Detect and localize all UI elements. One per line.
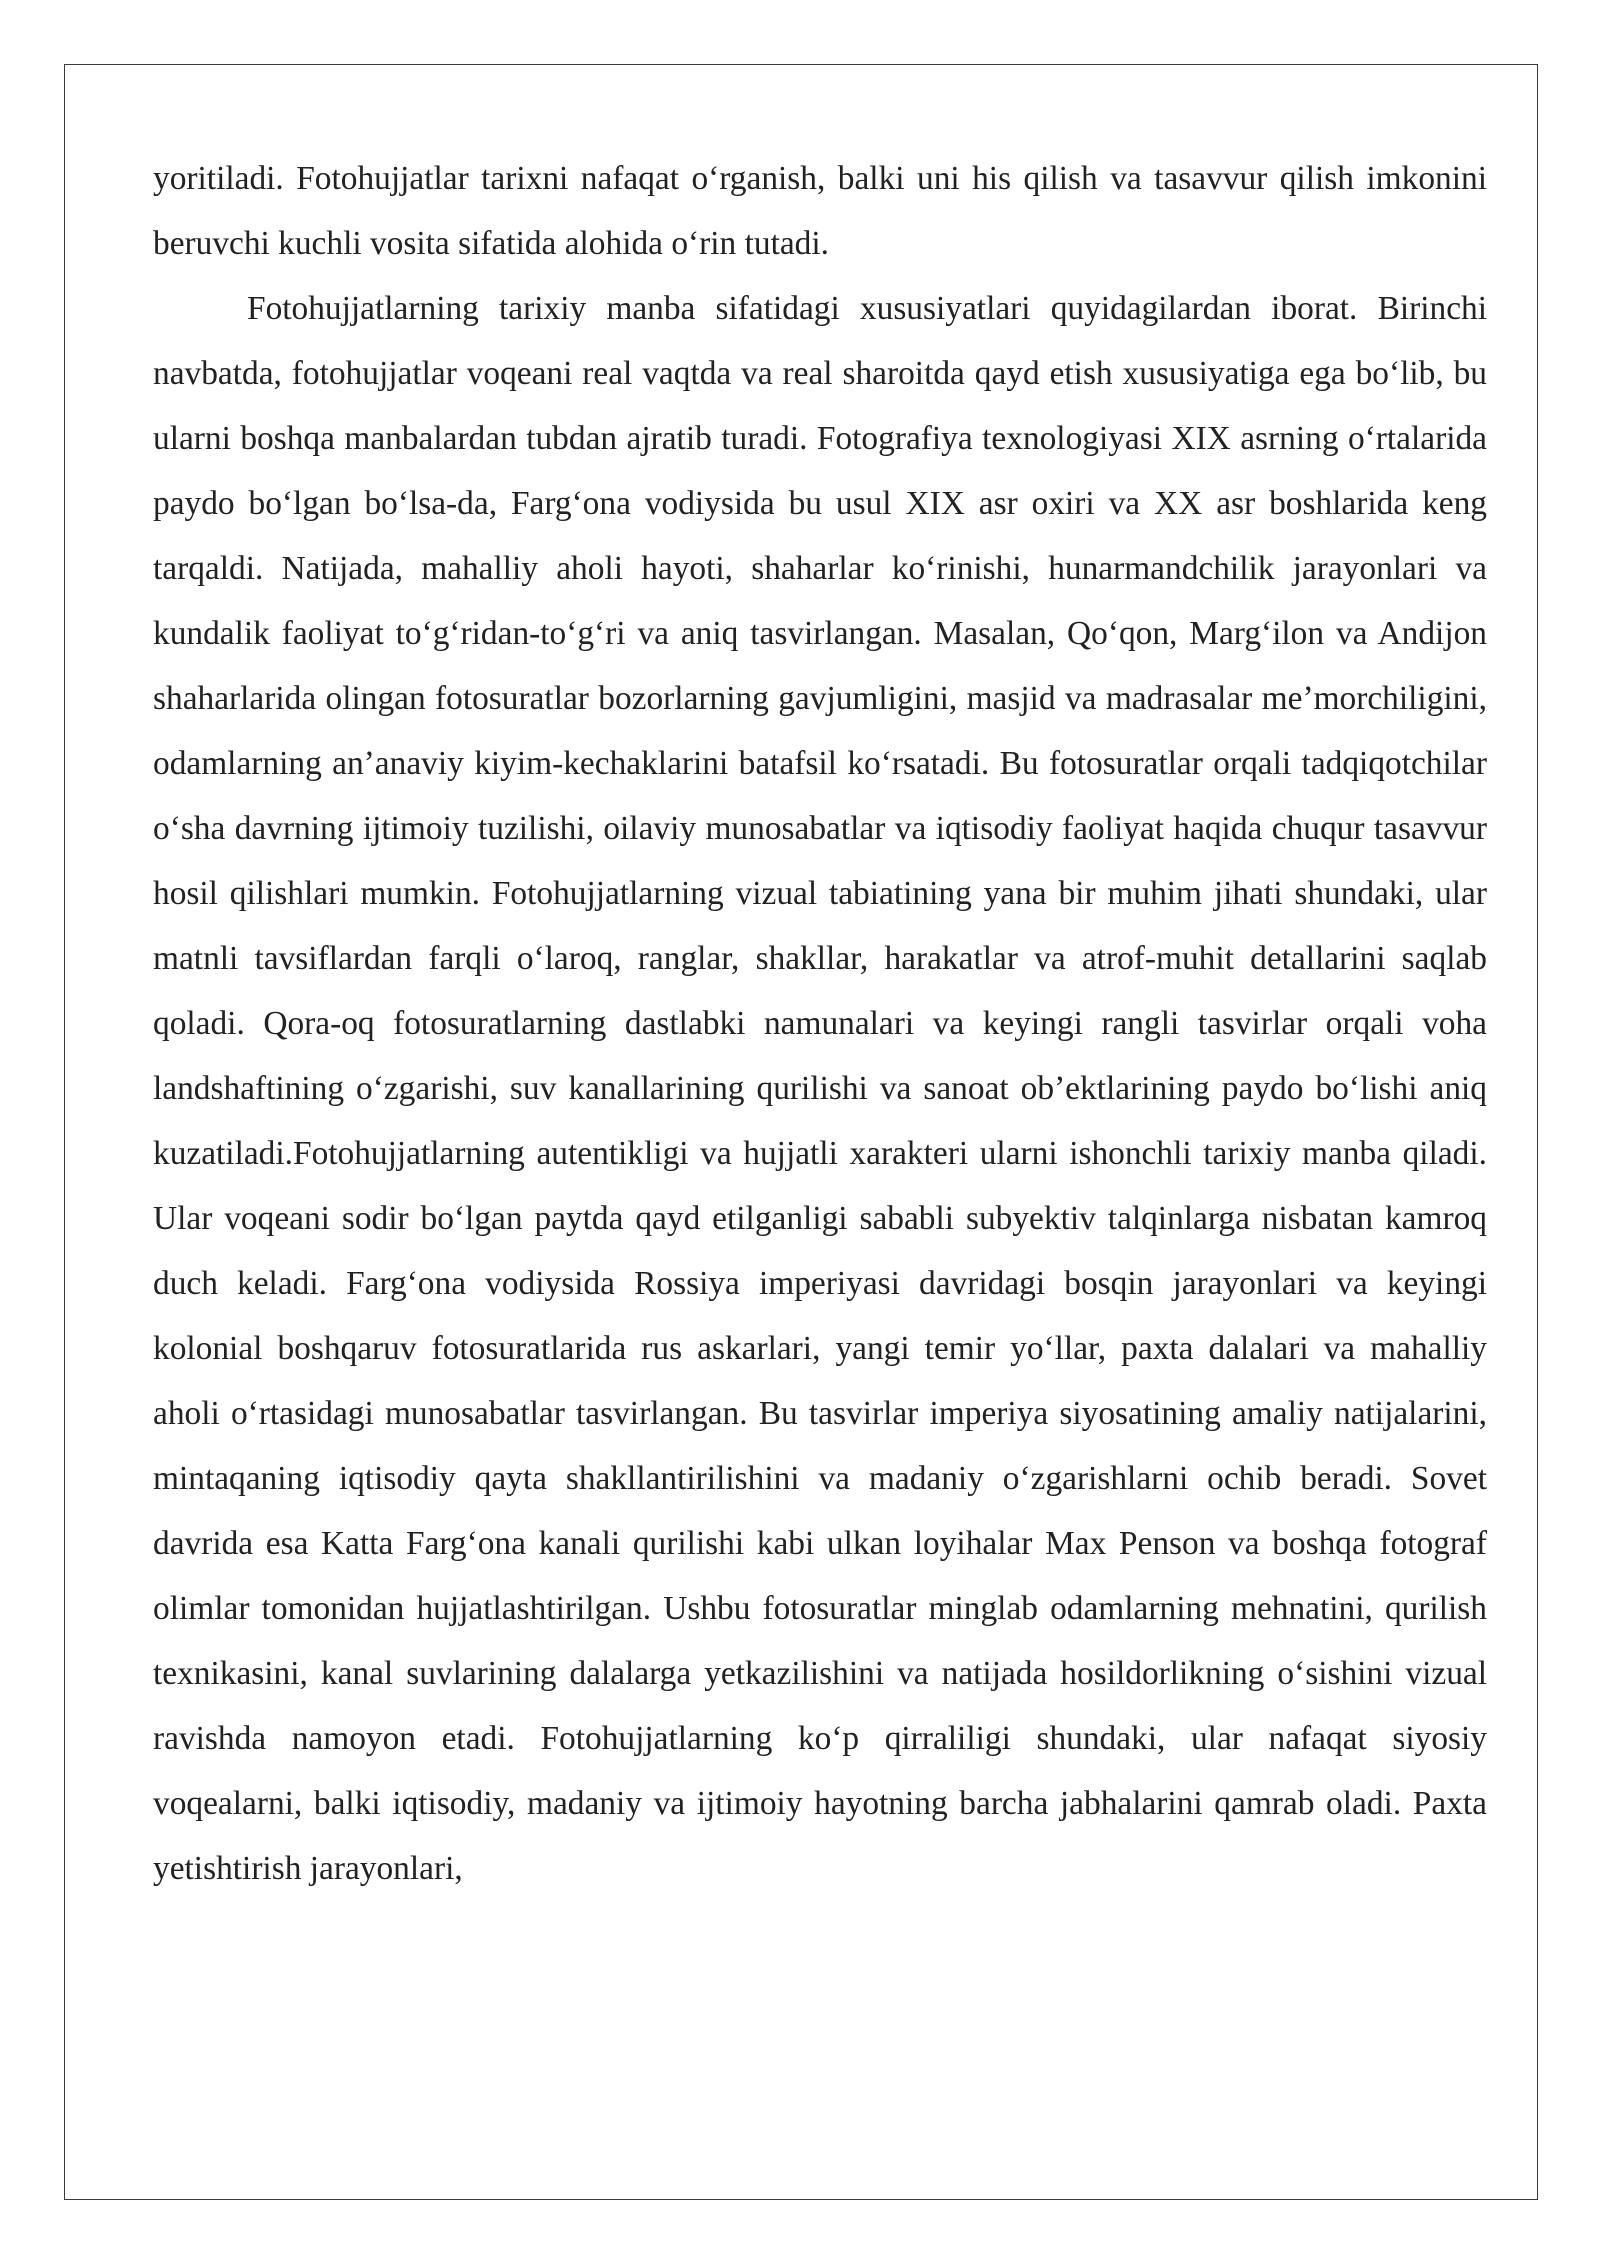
paragraph-continuation: yoritiladi. Fotohujjatlar tarixni nafaqat oʻrganish, balki uni his qilish va tasavvur qilish imkonini beruvchi kuchli vosita sifatida alohida oʻrin tutadi. — [153, 160, 1487, 262]
paragraph-main: Fotohujjatlarning tarixiy manba sifatidagi xususiyatlari quyidagilardan iborat. Birinchi navbatda, fotohujjatlar voqeani real vaqtda va real sharoitda qayd etish xususiyatiga ega boʻlib, bu ularni boshqa manbalardan tubdan ajratib turadi. Fotografiya texnologiyasi XIX asrning oʻrtalarida paydo boʻlgan boʻlsa-da, Fargʻona vodiysida bu usul XIX asr oxiri va XX asr boshlarida keng tarqaldi. Natijada, mahalliy aholi hayoti, shaharlar koʻrinishi, hunarmandchilik jarayonlari va kundalik faoliyat toʻgʻridan-toʻgʻri va aniq tasvirlangan. Masalan, Qoʻqon, Margʻilon va Andijon shaharlarida olingan fotosuratlar bozorlarning gavjumligini, masjid va madrasalar meʼmorchiligini, odamlarning anʼanaviy kiyim-kechaklarini batafsil koʻrsatadi. Bu fotosuratlar orqali tadqiqotchilar oʻsha davrning ijtimoiy tuzilishi, oilaviy munosabatlar va iqtisodiy faoliyat haqida chuqur tasavvur hosil qilishlari mumkin. Fotohujjatlarning vizual tabiatining yana bir muhim jihati shundaki, ular matnli tavsiflardan farqli oʻlaroq, ranglar, shakllar, harakatlar va atrof-muhit detallarini saqlab qoladi. Qora-oq fotosuratlarning dastlabki namunalari va keyingi rangli tasvirlar orqali voha landshaftining oʻzgarishi, suv kanallarining qurilishi va sanoat obʼektlarining paydo boʻlishi aniq kuzatiladi.Fotohujjatlarning autentikligi va hujjatli xarakteri ularni ishonchli tarixiy manba qiladi. Ular voqeani sodir boʻlgan paytda qayd etilganligi sababli subyektiv talqinlarga nisbatan kamroq duch keladi. Fargʻona vodiysida Rossiya imperiyasi davridagi bosqin jarayonlari va keyingi kolonial boshqaruv fotosuratlarida rus askarlari, yangi temir yoʻllar, paxta dalalari va mahalliy aholi oʻrtasidagi munosabatlar tasvirlangan. Bu tasvirlar imperiya siyosatining amaliy natijalarini, mintaqaning iqtisodiy qayta shakllantirilishini va madaniy oʻzgarishlarni ochib beradi. Sovet davrida esa Katta Fargʻona kanali qurilishi kabi ulkan loyihalar Max Penson va boshqa fotograf olimlar tomonidan hujjatlashtirilgan. Ushbu fotosuratlar minglab odamlarning mehnatini, qurilish texnikasini, kanal suvlarining dalalarga yetkazilishini va natijada hosildorlikning oʻsishini vizual ravishda namoyon etadi. Fotohujjatlarning koʻp qirraliligi shundaki, ular nafaqat siyosiy voqealarni, balki iqtisodiy, madaniy va ijtimoiy hayotning barcha jabhalarini qamrab oladi. Paxta yetishtirish jarayonlari, — [153, 290, 1487, 1887]
document-body — [153, 146, 1487, 1901]
